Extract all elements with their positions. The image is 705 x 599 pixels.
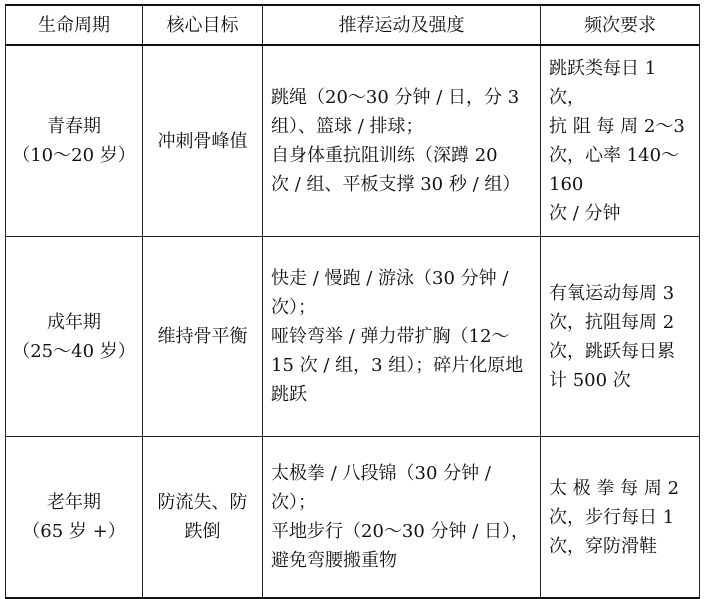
goal-text: 维持骨平衡 xyxy=(157,326,248,347)
cell-recommended-exercise xyxy=(263,45,541,237)
stage-name: 成年期 xyxy=(47,311,101,333)
exercise-line: 避免弯腰搬重物 xyxy=(271,550,397,571)
cell-life-stage xyxy=(6,237,143,437)
table-header-row xyxy=(6,5,700,45)
cell-core-goal xyxy=(143,237,263,437)
exercise-line: 快走 / 慢跑 / 游泳（30 分钟 / xyxy=(271,268,509,289)
stage-name: 青春期 xyxy=(47,116,101,137)
cell-frequency xyxy=(541,45,700,237)
exercise-line: 15 次 / 组，3 组）；碎片化原地 xyxy=(271,355,524,376)
header-frequency: 频次要求 xyxy=(541,5,700,45)
goal-text: 跌倒 xyxy=(184,521,221,542)
header-core-goal: 核心目标 xyxy=(143,5,263,45)
frequency-line: 次，心率 140～160 xyxy=(549,145,680,195)
exercise-table xyxy=(5,4,700,599)
exercise-line: 自身体重抗阻训练（深蹲 20 xyxy=(271,145,498,166)
exercise-line: 次）； xyxy=(271,492,316,513)
frequency-line: 计 500 次 xyxy=(549,369,631,391)
cell-recommended-exercise xyxy=(263,237,541,437)
header-recommended-exercise: 推荐运动及强度 xyxy=(263,5,541,45)
exercise-line: 平地步行（20～30 分钟 / 日）， xyxy=(271,521,530,542)
goal-text: 冲刺骨峰值 xyxy=(157,130,248,152)
exercise-line: 跳跃 xyxy=(271,384,307,405)
exercise-line: 太极拳 / 八段锦（30 分钟 / xyxy=(271,463,491,484)
stage-age-range: （65 岁 +） xyxy=(22,521,126,542)
exercise-table-container xyxy=(5,4,699,599)
frequency-line: 跳跃类每日 1 次， xyxy=(549,58,657,108)
cell-life-stage xyxy=(6,437,143,599)
cell-frequency xyxy=(541,437,700,599)
cell-core-goal xyxy=(143,45,263,237)
goal-text: 防流失、防 xyxy=(157,492,248,513)
cell-recommended-exercise xyxy=(263,437,541,599)
table-row xyxy=(6,45,700,237)
frequency-line: 次，抗阻每周 2 xyxy=(549,311,675,333)
frequency-line: 有氧运动每周 3 xyxy=(549,282,675,304)
exercise-line: 哑铃弯举 / 弹力带扩胸（12～ xyxy=(271,326,510,347)
frequency-line: 太 极 拳 每 周 2 xyxy=(549,477,680,499)
stage-age-range: （25～40 岁） xyxy=(12,340,136,362)
frequency-line: 次，跳跃每日累 xyxy=(549,340,675,362)
exercise-line: 跳绳（20～30 分钟 / 日，分 3 xyxy=(271,87,520,108)
frequency-line: 次，步行每日 1 xyxy=(549,506,675,528)
cell-frequency xyxy=(541,237,700,437)
cell-life-stage xyxy=(6,45,143,237)
table-row xyxy=(6,437,700,599)
frequency-line: 抗 阻 每 周 2～3 xyxy=(549,116,685,137)
frequency-line: 次，穿防滑鞋 xyxy=(549,535,657,557)
frequency-line: 次 / 分钟 xyxy=(549,203,621,224)
header-life-stage: 生命周期 xyxy=(6,5,143,45)
exercise-line: 组）、篮球 / 排球； xyxy=(271,116,424,137)
stage-name: 老年期 xyxy=(47,492,101,513)
cell-core-goal xyxy=(143,437,263,599)
stage-age-range: （10～20 岁） xyxy=(12,145,136,166)
exercise-line: 次）； xyxy=(271,297,316,318)
exercise-line: 次 / 组、平板支撑 30 秒 / 组） xyxy=(271,174,521,195)
table-row xyxy=(6,237,700,437)
